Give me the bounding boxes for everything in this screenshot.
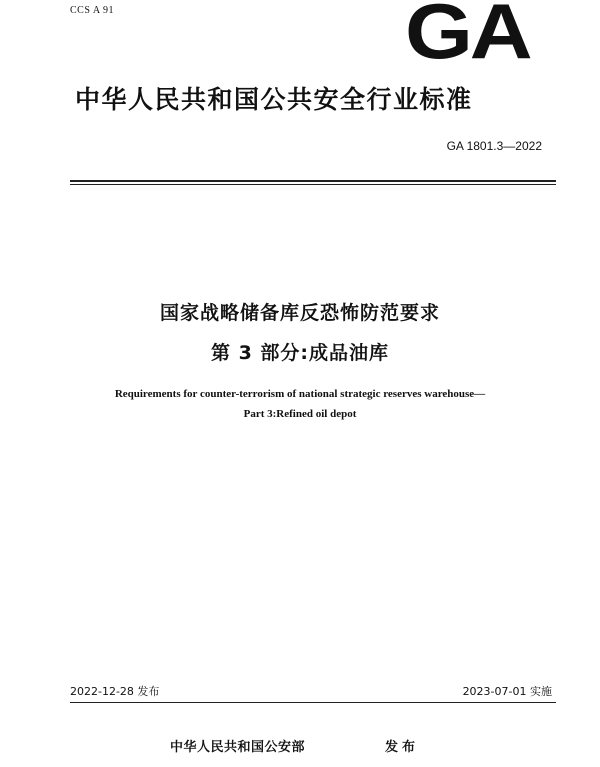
standard-number: GA 1801.3—2022 (446, 139, 542, 153)
issue-date: 2022-12-28 发布 (70, 685, 160, 698)
title-en-line1: Requirements for counter-terrorism of national strategic reserves warehouse— (114, 388, 486, 400)
footer-divider (70, 702, 556, 703)
title-zh-line1: 国家战略储备库反恐怖防范要求 (159, 302, 440, 324)
header-divider-thin (70, 184, 556, 185)
ga-logo: GA (405, 0, 530, 62)
publisher-name: 中华人民共和国公安部 (170, 740, 306, 755)
implementation-date: 2023-07-01 实施 (462, 685, 552, 698)
publish-action: 发布 (385, 740, 420, 755)
standard-category-title: 中华人民共和国公共安全行业标准 (75, 85, 473, 114)
ccs-code: CCS A 91 (70, 5, 115, 16)
title-en-line2: Part 3:Refined oil depot (243, 408, 357, 420)
title-zh-line2: 第 3 部分:成品油库 (210, 342, 390, 364)
header-divider-thick (70, 180, 556, 182)
